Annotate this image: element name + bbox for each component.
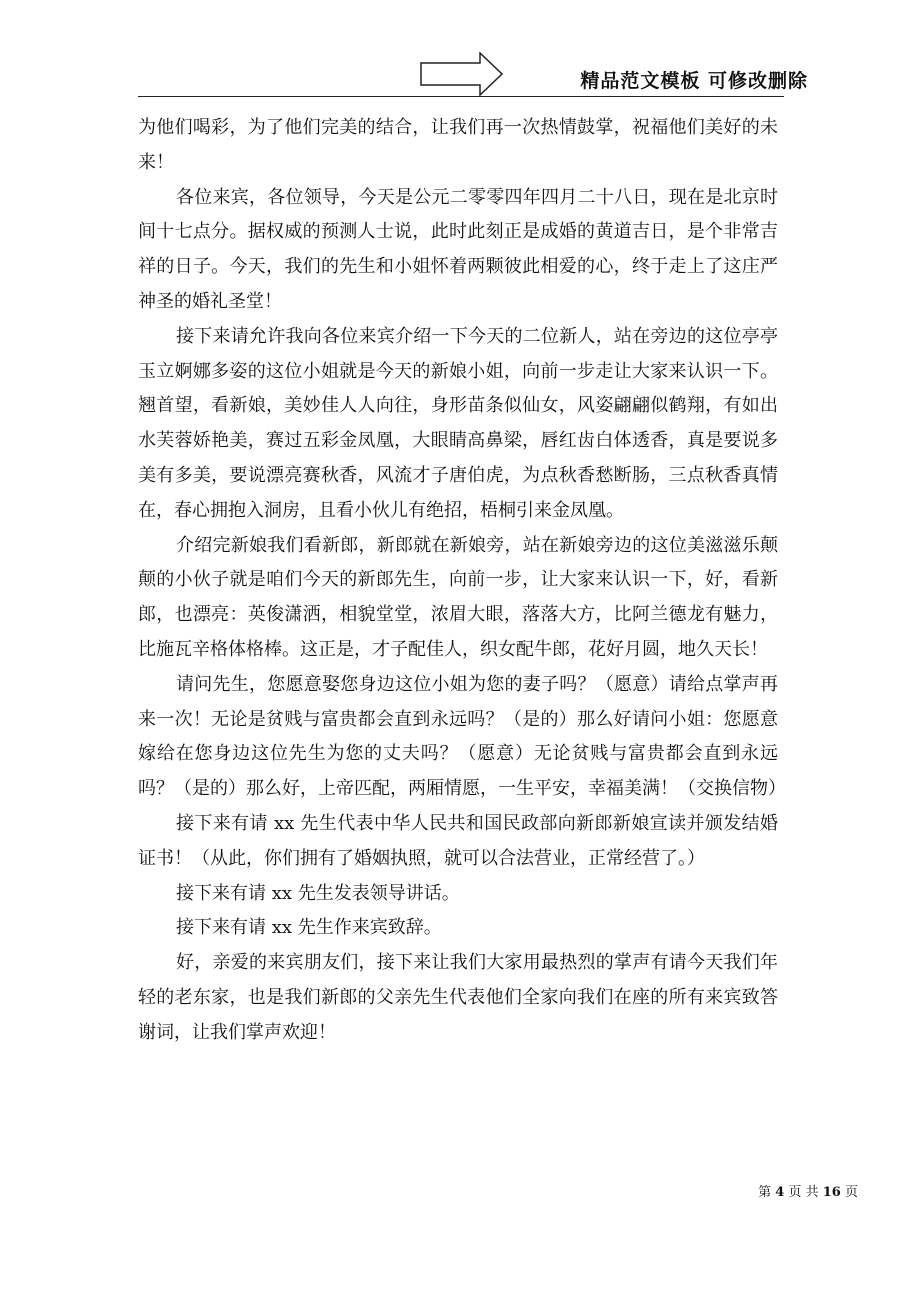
arrow-right-icon (420, 52, 504, 96)
current-page: 4 (775, 1185, 785, 1200)
page-number-middle: 页 共 (788, 1185, 819, 1200)
paragraph: 各位来宾，各位领导，今天是公元二零零四年四月二十八日，现在是北京时间十七点分。据权威的预测人士说，此时此刻正是成婚的黄道吉日，是个非常吉祥的日子。今天，我们的先生和小姐怀着两颗彼此相爱的心，终于走上了这庄严神圣的婚礼圣堂！ (138, 186, 778, 312)
paragraph: 接下来有请 xx 先生代表中华人民共和国民政部向新郎新娘宣读并颁发结婚证书！（从此，你们拥有了婚姻执照，就可以合法营业，正常经营了。） (138, 812, 778, 869)
paragraph: 介绍完新娘我们看新郎，新郎就在新娘旁，站在新娘旁边的这位美滋滋乐颠颠的小伙子就是咱们今天的新郎先生，向前一步，让大家来认识一下，好，看新郎，也漂亮：英俊潇洒，相貌堂堂，浓眉大眼，落落大方，比阿兰德龙有魅力，比施瓦辛格体格棒。这正是，才子配佳人，织女配牛郎，花好月圆，地久天长！ (138, 534, 778, 660)
document-body (138, 111, 786, 1051)
paragraph: 接下来有请 xx 先生作来宾致辞。 (176, 917, 442, 939)
paragraph: 请问先生，您愿意娶您身边这位小姐为您的妻子吗？（愿意）请给点掌声再来一次！无论是贫贱与富贵都会直到永远吗？（是的）那么好请问小姐：您愿意嫁给在您身边这位先生为您的丈夫吗？（愿意）无论贫贱与富贵都会直到永远吗？（是的）那么好，上帝匹配，两厢情愿，一生平安，幸福美满！（交换信物） (138, 673, 786, 800)
paragraph: 为他们喝彩，为了他们完美的结合，让我们再一次热情鼓掌，祝福他们美好的未来！ (138, 117, 778, 173)
page-number-prefix: 第 (758, 1185, 772, 1200)
page-number-suffix: 页 (844, 1185, 858, 1200)
paragraph: 接下来请允许我向各位来宾介绍一下今天的二位新人，站在旁边的这位亭亭玉立婀娜多姿的这位小姐就是今天的新娘小姐，向前一步走让大家来认识一下。翘首望，看新娘，美妙佳人人向往，身形苗条似仙女，风姿翩翩似鹤翔，有如出水芙蓉娇艳美，赛过五彩金凤凰，大眼睛高鼻梁，唇红齿白体透香，真是要说多美有多美，要说漂亮赛秋香，风流才子唐伯虎，为点秋香愁断肠，三点秋香真情在，春心拥抱入洞房，且看小伙儿有绝招，梧桐引来金凤凰。 (138, 325, 778, 521)
header-title: 精品范文模板 可修改删除 (580, 70, 808, 92)
total-pages: 16 (822, 1185, 841, 1200)
paragraph: 好，亲爱的来宾朋友们，接下来让我们大家用最热烈的掌声有请今天我们年轻的老东家，也是我们新郎的父亲先生代表他们全家向我们在座的所有来宾致答谢词，让我们掌声欢迎！ (138, 952, 778, 1043)
page-number (758, 1181, 858, 1200)
header-divider (138, 96, 784, 97)
page-header (0, 0, 920, 100)
paragraph: 接下来有请 xx 先生发表领导讲话。 (176, 882, 460, 904)
